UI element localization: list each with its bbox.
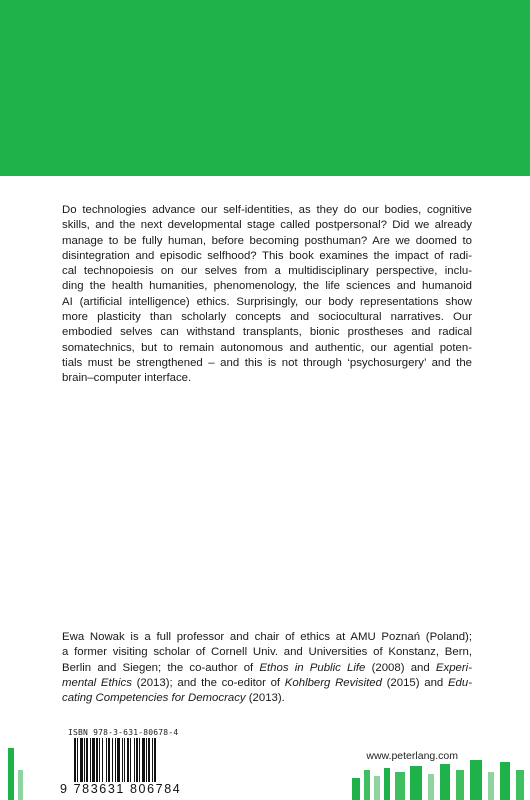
barcode-bar [134,738,135,782]
barcode-bar [90,738,91,782]
book-title: cating Competencies for Democracy [62,692,246,705]
book-title: Experi- [435,661,472,674]
book-blurb [62,203,472,387]
stripe [374,776,380,800]
blurb-line: ding the health humanities, phenomenology, the life sciences and humanoid [62,280,472,293]
bio-line [62,676,472,691]
barcode-bar [122,738,123,782]
stripe [470,760,482,800]
stripe [500,762,510,800]
blurb-line: cal technopoiesis on our selves from a multidisciplinary perspective, inclu- [62,265,472,278]
isbn-label: ISBN 978-3-631-80678-4 [68,728,179,737]
barcode-digits: 9 783631 806784 [60,782,182,796]
publisher-website: www.peterlang.com [366,750,458,762]
bio-line: a former visiting scholar of Cornell Univ. and Universities of Konstanz, Bern, [62,646,472,659]
blurb-line: Do technologies advance our self-identities, as they do our bodies, cognitive [62,204,472,216]
barcode-bar [106,738,107,782]
barcode-bar [80,738,83,782]
bio-text: (2008) and [365,661,436,674]
stripe [352,778,360,800]
stripe [428,774,434,800]
barcode-bar [130,738,131,782]
blurb-line: AI (artificial intelligence) ethics. Surprisingly, our body representations show [62,295,472,308]
stripe [18,770,23,800]
bio-line: Ewa Nowak is a full professor and chair of ethics at AMU Poznań (Poland); [62,631,472,643]
blurb-line: brain–computer interface. [62,372,192,385]
barcode-bar [115,738,116,782]
barcode-bar [124,738,125,782]
right-stripes [352,760,524,800]
blurb-line: skills, and the next developmental stage called postpersonal? Did we already [62,219,472,232]
barcode-bar [102,738,103,782]
stripe [440,764,450,800]
stripe [384,768,390,800]
barcode-bar [84,738,85,782]
barcode-bar [112,738,113,782]
barcode-bar [139,738,140,782]
stripe [8,748,14,800]
bio-text: Berlin and Siegen; the co-author of [62,661,260,674]
book-title: mental Ethics [62,676,132,689]
bio-text: (2013); and the co-editor of [131,676,285,689]
cover-green-band [0,0,530,176]
stripe [364,770,370,800]
blurb-line: more plasticity than scholarly concepts and sociocultural narratives. Our [62,311,472,324]
stripe [395,772,405,800]
blurb-line: disintegration and episodic selfhood? This book examines the impact of radi- [62,249,472,262]
bio-text: (2015) and [381,676,448,689]
barcode-bar [142,738,145,782]
barcode-bar [148,738,150,782]
bio-line [62,661,472,676]
barcode-bar [154,738,156,782]
stripe [488,772,494,800]
blurb-line: embodied selves can withstand transplants, bionic prostheses and radical [62,326,472,339]
blurb-line: somatechnics, but to remain autonomous and authentic, our agential poten- [62,341,472,354]
stripe [410,766,422,800]
barcode-bar [117,738,120,782]
barcode-bar [77,738,78,782]
isbn-barcode [60,728,230,800]
barcode-bar [86,738,88,782]
bio-text: (2013). [245,692,285,705]
stripe [516,770,524,800]
barcode-bar [74,738,76,782]
barcode-bar [146,738,147,782]
blurb-line: tials must be strengthened – and this is not through ‘psychosurgery’ and the [62,356,472,369]
stripe [456,770,464,800]
book-title: Edu- [447,676,472,689]
bio-line [62,691,472,706]
book-title: Kohlberg Revisited [284,676,382,689]
book-title: Ethos in Public Life [259,661,366,674]
barcode-bar [108,738,110,782]
barcode-bar [92,738,95,782]
blurb-line: manage to be fully human, before becoming posthuman? Are we doomed to [62,234,472,247]
barcode-bar [99,738,100,782]
barcode-bar [152,738,153,782]
barcode-bar [136,738,138,782]
author-bio [62,630,472,706]
barcode-bars [74,738,194,782]
barcode-bar [96,738,98,782]
barcode-bar [127,738,129,782]
left-stripes [8,748,23,800]
